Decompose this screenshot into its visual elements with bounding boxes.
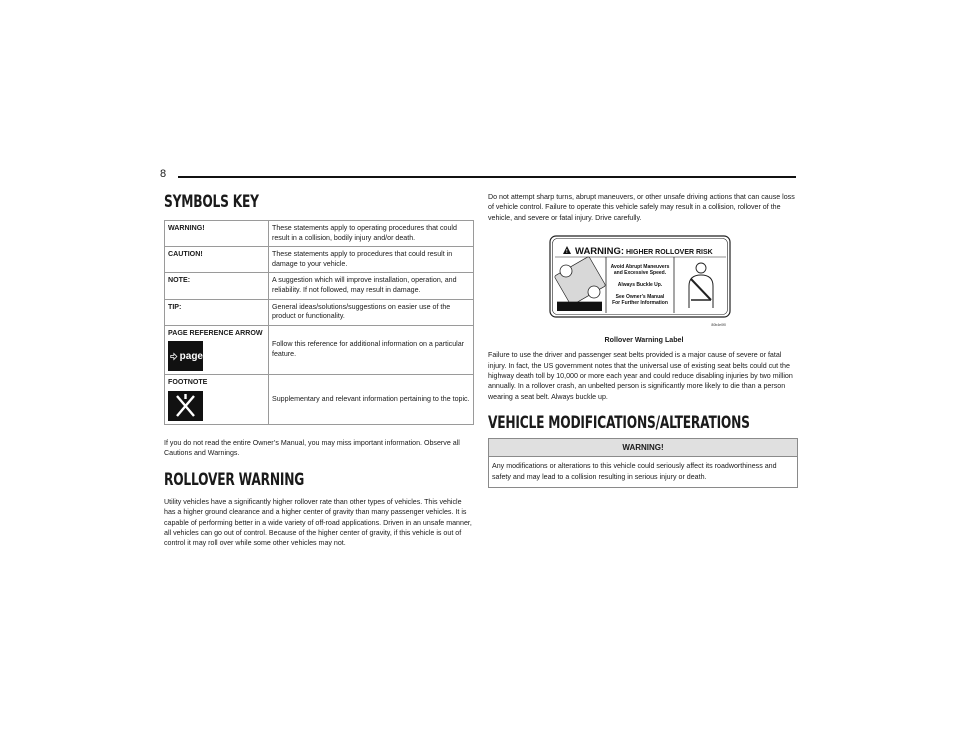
symbol-description: Follow this reference for additional information on a particular feature. xyxy=(269,325,474,375)
symbol-description: These statements apply to procedures that could result in damage to your vehicle. xyxy=(269,247,474,273)
symbol-key-footnote xyxy=(165,375,269,425)
symbol-key-page-reference xyxy=(165,325,269,375)
rollover-warning-title: ROLLOVER WARNING xyxy=(164,469,305,490)
label-line: and Excessive Speed. xyxy=(613,270,667,277)
symbol-description: A suggestion which will improve installation, operation, and reliability. If not followed, may result in damage. xyxy=(269,273,474,299)
table-row xyxy=(165,247,474,273)
warning-box-text: Any modifications or alterations to this vehicle could seriously affect its roadworthiness and safety and may lead to a collision resulting in serious injury or death. xyxy=(492,462,777,481)
modifications-warning-box xyxy=(488,438,798,488)
label-code: 80b4e0f0 xyxy=(711,323,726,328)
label-line: See Owner’s Manual xyxy=(615,294,665,301)
symbol-description: Supplementary and relevant information pertaining to the topic. xyxy=(269,375,474,425)
symbol-description: General ideas/solutions/suggestions on easier use of the product or functionality. xyxy=(269,299,474,325)
label-line: For Further Information xyxy=(612,300,668,307)
table-row xyxy=(165,299,474,325)
owners-manual-note: If you do not read the entire Owner’s Manual, you may miss important information. Observe all Cautions and Warnings. xyxy=(164,438,460,458)
footnote-icon xyxy=(168,391,203,421)
page-reference-text: page xyxy=(179,350,203,362)
label-heading: HIGHER ROLLOVER RISK xyxy=(626,249,713,257)
header-rule xyxy=(178,176,796,178)
symbol-key-tip: TIP: xyxy=(165,299,269,325)
symbol-key-label: PAGE REFERENCE ARROW xyxy=(168,328,263,337)
symbol-description: These statements apply to operating procedures that could result in a collision, bodily injury and/or death. xyxy=(269,221,474,247)
vehicle-modifications-title: VEHICLE MODIFICATIONS/ALTERATIONS xyxy=(488,413,750,434)
label-line: Avoid Abrupt Maneuvers xyxy=(610,264,670,271)
label-line: Always Buckle Up. xyxy=(617,282,663,289)
table-row xyxy=(165,221,474,247)
svg-text:!: ! xyxy=(565,249,568,256)
symbol-key-note: NOTE: xyxy=(165,273,269,299)
left-column xyxy=(164,192,474,549)
seat-belt-paragraph: Failure to use the driver and passenger seat belts provided is a major cause of severe or fatal injury. In fact, the US government notes that the universal use of existing seat belts could cut the highway death toll by 10,000 or more each year and could reduce disabling injuries by two million annually. In a rollover crash, an unbelted person is significantly more likely to die than a person wearing a seat belt. Always buckle up. xyxy=(488,351,793,401)
table-row xyxy=(165,375,474,425)
right-column xyxy=(488,192,798,488)
symbols-key-title: SYMBOLS KEY xyxy=(164,192,259,212)
page-number: 8 xyxy=(160,168,167,180)
rollover-warning-label-image xyxy=(548,234,740,329)
symbol-key-warning: WARNING! xyxy=(165,221,269,247)
rollover-warning-label-figure xyxy=(548,234,740,344)
symbol-key-label: FOOTNOTE xyxy=(168,378,208,387)
symbol-key-caution: CAUTION! xyxy=(165,247,269,273)
figure-caption: Rollover Warning Label xyxy=(604,336,684,345)
rollover-paragraph: Do not attempt sharp turns, abrupt maneuvers, or other unsafe driving actions that can cause loss of vehicle control. Failure to operate this vehicle safely may result in a collision, rollover of the vehicle, and severe or fatal injury. Drive carefully. xyxy=(488,193,795,222)
symbols-key-table xyxy=(164,220,474,425)
page-reference-arrow-icon xyxy=(168,341,203,371)
table-row xyxy=(165,273,474,299)
label-warning-word: WARNING: xyxy=(575,246,625,258)
warning-box-heading: WARNING! xyxy=(489,439,797,457)
rollover-paragraph: Utility vehicles have a significantly higher rollover rate than other types of vehicles. This vehicle has a higher ground clearance and a higher center of gravity than many passenger vehicles. It is capable of performing better in a wide variety of off-road applications. Driven in an unsafe manner, all vehicles can go out of control. Because of the higher center of gravity, if this vehicle is out of control it may roll over while some other vehicles may not. xyxy=(164,497,472,548)
table-row xyxy=(165,325,474,375)
